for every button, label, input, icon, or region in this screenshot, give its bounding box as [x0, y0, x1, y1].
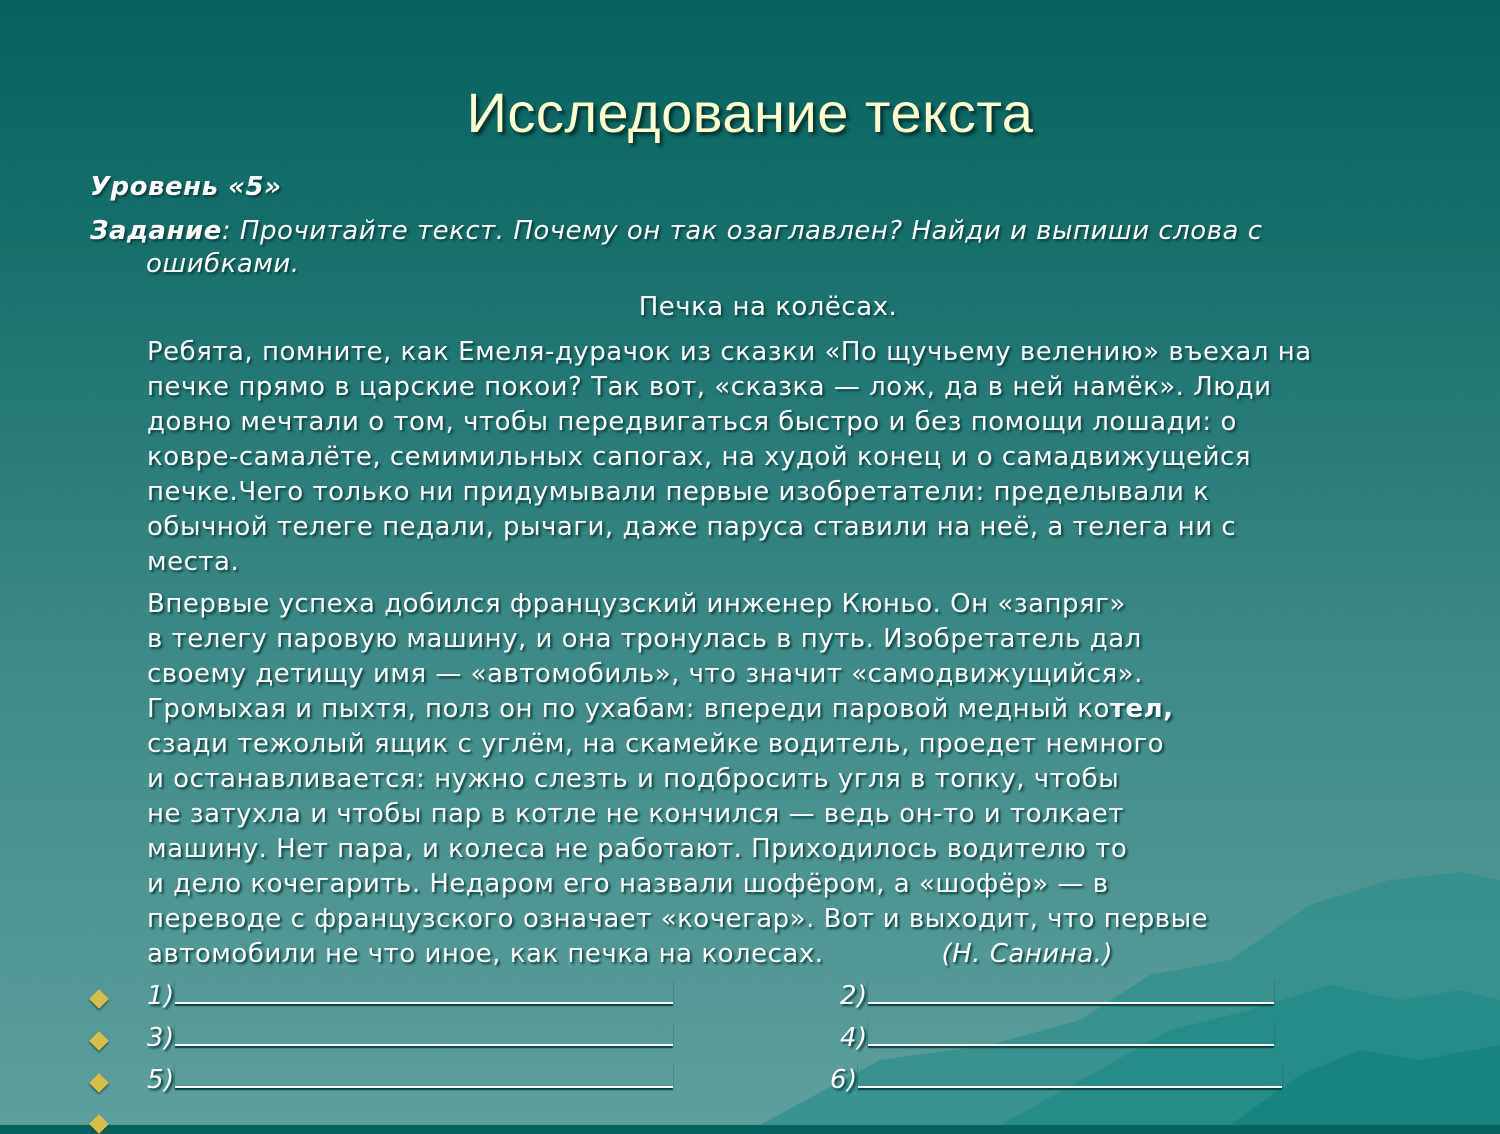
level-label: Уровень «5»: [90, 172, 282, 202]
task-instruction-continued: ошибками.: [146, 249, 300, 279]
answer-line-2: [840, 978, 1274, 1011]
answer-number: 6): [830, 1065, 858, 1095]
text-line: переводе с французского означает «кочегар». Вот и выходит, что первые: [147, 904, 1209, 934]
text-line: обычной телеге педали, рычаги, даже паруса ставили на неё, а телега ни с: [147, 512, 1237, 542]
answer-blank: [175, 1020, 673, 1046]
text-line: и останавливается: нужно слезть и подбросить угля в топку, чтобы: [147, 764, 1120, 794]
text-line: печке прямо в царские покои? Так вот, «сказка — лож, да в ней намёк». Люди: [147, 372, 1272, 402]
bold-fragment: тел,: [1109, 694, 1174, 724]
text-line: ковре-самалёте, семимильных сапогах, на худой конец и о самадвижущейся: [147, 442, 1251, 472]
task-label: Задание: [90, 216, 222, 246]
bullet-diamond-icon: [89, 1073, 109, 1093]
text-line: в телегу паровую машину, и она тронулась в путь. Изобретатель дал: [147, 624, 1142, 654]
bullet-diamond-icon: [89, 1114, 109, 1134]
text-line: Ребята, помните, как Емеля-дурачок из сказки «По щучьему велению» въехал на: [147, 337, 1312, 367]
answer-line-1: [147, 978, 673, 1011]
text-line: места.: [147, 547, 240, 577]
answer-number: 1): [147, 981, 175, 1011]
text-line: своему детищу имя — «автомобиль», что значит «самодвижущийся».: [147, 659, 1143, 689]
answer-line-4: [840, 1020, 1274, 1053]
answer-number: 4): [840, 1023, 868, 1053]
task-instruction: [90, 214, 1380, 249]
answer-line-3: [147, 1020, 673, 1053]
answer-number: 5): [147, 1065, 175, 1095]
answer-line-6: [830, 1062, 1282, 1095]
bullet-diamond-icon: [89, 1031, 109, 1051]
answer-blank: [868, 978, 1274, 1004]
text-line: печке.Чего только ни придумывали первые изобретатели: пределывали к: [147, 477, 1210, 507]
text-line: [147, 937, 1113, 972]
answer-blank: [868, 1020, 1274, 1046]
answer-number: 3): [147, 1023, 175, 1053]
story-title: Печка на колёсах.: [638, 292, 898, 322]
text-line: не затухла и чтобы пар в котле не кончился — ведь он-то и толкает: [147, 799, 1124, 829]
task-text: : Прочитайте текст. Почему он так озаглавлен? Найди и выпиши слова с: [221, 216, 1263, 246]
bullet-diamond-icon: [89, 989, 109, 1009]
answer-blank: [175, 978, 673, 1004]
text-fragment: Громыхая и пыхтя, полз он по ухабам: впереди паровой медный ко: [147, 694, 1110, 724]
answer-blank: [175, 1062, 673, 1088]
text-line: Впервые успеха добился французский инженер Кюньо. Он «запряг»: [147, 589, 1126, 619]
text-line: машину. Нет пара, и колеса не работают. Приходилось водителю то: [147, 834, 1128, 864]
text-line: сзади тежолый ящик с углём, на скамейке водитель, проедет немного: [147, 729, 1165, 759]
text-line: довно мечтали о том, чтобы передвигаться быстро и без помощи лошади: о: [147, 407, 1237, 437]
text-line: [147, 692, 1174, 727]
text-fragment: автомобили не что иное, как печка на колесах.: [147, 939, 824, 969]
answer-blank: [858, 1062, 1282, 1088]
text-line: и дело кочегарить. Недаром его назвали шофёром, а «шофёр» — в: [147, 869, 1109, 899]
author-credit: (Н. Санина.): [941, 939, 1114, 969]
slide-title: Исследование текста: [466, 81, 1034, 144]
answer-line-5: [147, 1062, 673, 1095]
answer-number: 2): [840, 981, 868, 1011]
